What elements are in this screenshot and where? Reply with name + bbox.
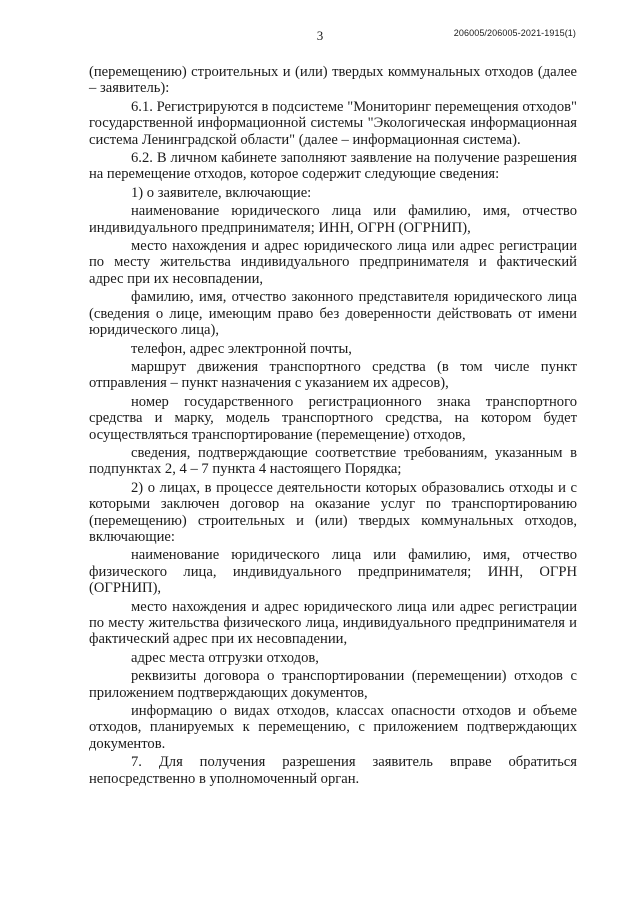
paragraph: наименование юридического лица или фамилию, имя, отчество индивидуального предпринимателя; ИНН, ОГРН (ОГРНИП),	[89, 203, 577, 236]
paragraph: место нахождения и адрес юридического лица или адрес регистрации по месту жительства физического лица, индивидуального предпринимателя и фактический адрес при их несовпадении,	[89, 598, 577, 648]
paragraph: 2) о лицах, в процессе деятельности которых образовались отходы и с которыми заключен договор на оказание услуг по транспортированию (перемещению) строительных и (или) твердых коммунальных отходов, включающие:	[89, 479, 577, 545]
paragraph: место нахождения и адрес юридического лица или адрес регистрации по месту жительства индивидуального предпринимателя и фактический адрес при их несовпадении,	[89, 238, 577, 287]
paragraph: адрес места отгрузки отходов,	[131, 649, 319, 666]
paragraph: информацию о видах отходов, классах опасности отходов и объеме отходов, планируемых к перемещению, с приложением подтверждающих документов.	[89, 703, 577, 752]
paragraph: 6.2. В личном кабинете заполняют заявление на получение разрешения на перемещение отходов, которое содержит следующие сведения:	[89, 150, 577, 183]
paragraph: маршрут движения транспортного средства (в том числе пункт отправления – пункт назначения с указанием их адресов),	[89, 358, 577, 392]
paragraph: наименование юридического лица или фамилию, имя, отчество физического лица, индивидуального предпринимателя; ИНН, ОГРН (ОГРНИП),	[89, 547, 577, 597]
paragraph: 6.1. Регистрируются в подсистеме "Мониторинг перемещения отходов" государственной информационной системы "Экологическая информационная система Ленинградской области" (далее – информационная система).	[89, 98, 577, 148]
paragraph: фамилию, имя, отчество законного представителя юридического лица (сведения о лице, имеющим право без доверенности действовать от имени юридического лица),	[89, 289, 577, 339]
paragraph: 1) о заявителе, включающие:	[131, 184, 312, 201]
page-number: 3	[316, 28, 324, 43]
document-body	[89, 64, 577, 787]
paragraph: 7. Для получения разрешения заявитель вправе обратиться непосредственно в уполномоченный орган.	[89, 754, 577, 787]
paragraph: номер государственного регистрационного знака транспортного средства и марку, модель транспортного средства, на котором будет осуществляться транспортирование (перемещение) отходов,	[89, 393, 577, 443]
paragraph: реквизиты договора о транспортировании (перемещении) отходов с приложением подтверждающих документов,	[89, 668, 577, 701]
paragraph: телефон, адрес электронной почты,	[131, 340, 352, 357]
paragraph: (перемещению) строительных и (или) твердых коммунальных отходов (далее – заявитель):	[89, 64, 577, 97]
paragraph: сведения, подтверждающие соответствие требованиям, указанным в подпунктах 2, 4 – 7 пункта 4 настоящего Порядка;	[89, 444, 577, 478]
document-id: 206005/206005-2021-1915(1)	[453, 28, 576, 38]
